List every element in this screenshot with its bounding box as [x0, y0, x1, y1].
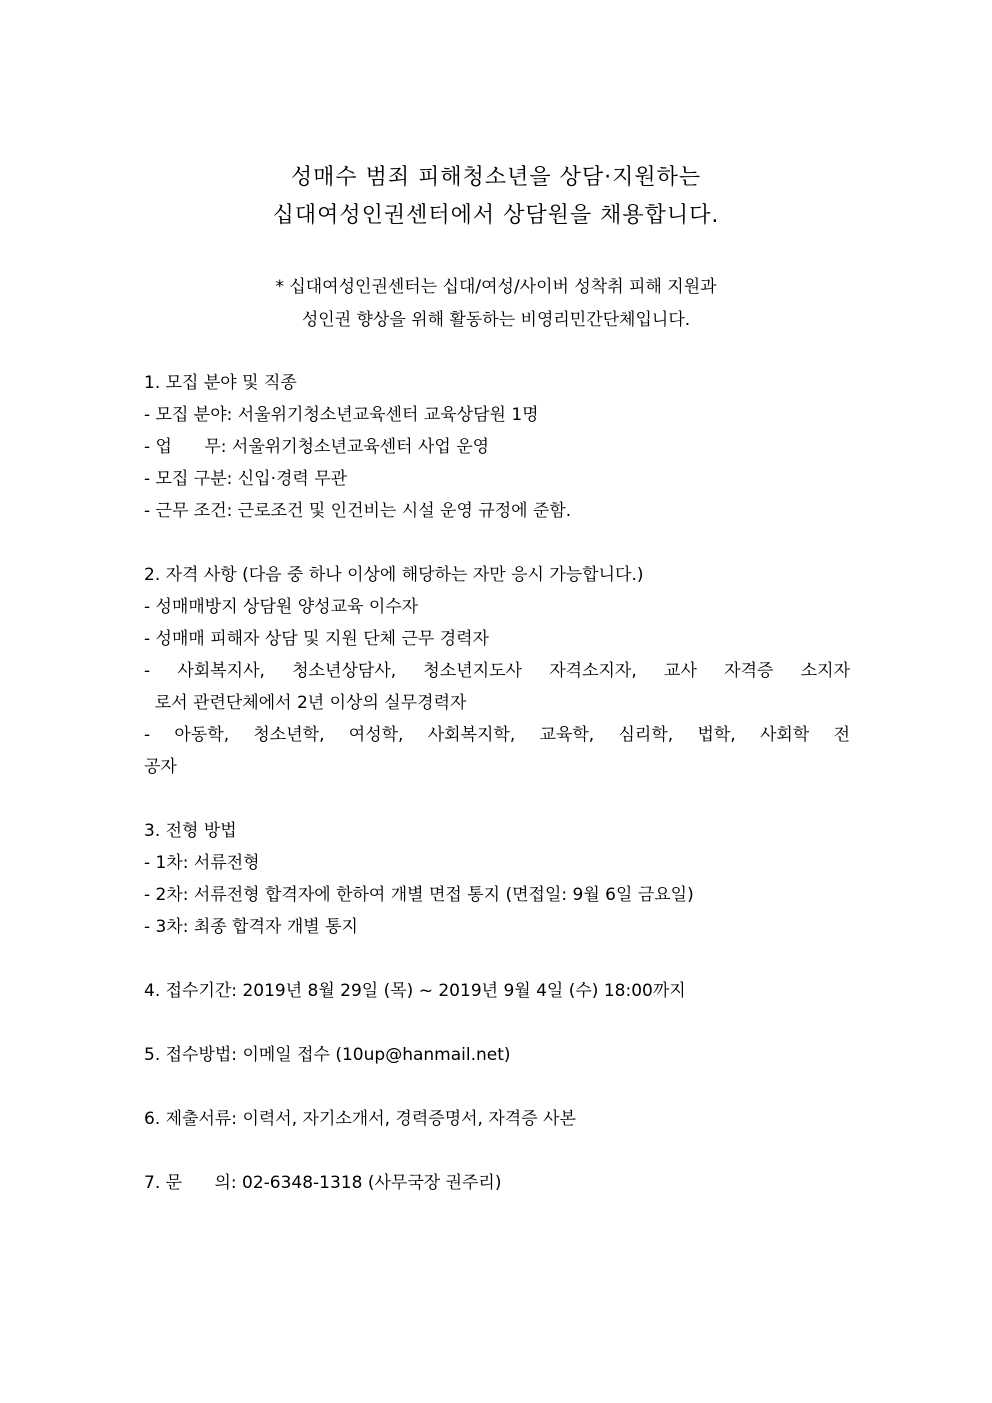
document-title-line-1: 성매수 범죄 피해청소년을 상담·지원하는: [290, 165, 702, 190]
section-1-heading: 1. 모집 분야 및 직종: [144, 373, 297, 393]
section-1-item-field: - 모집 분야: 서울위기청소년교육센터 교육상담원 1명: [144, 405, 539, 425]
section-1-item-conditions: - 근무 조건: 근로조건 및 인건비는 시설 운영 규정에 준함.: [144, 501, 572, 521]
section-2-item-major: - 아동학, 청소년학, 여성학, 사회복지학, 교육학, 심리학, 법학, 사회학 전: [144, 725, 850, 745]
section-3-item-round-2: - 2차: 서류전형 합격자에 한하여 개별 면접 통지 (면접일: 9월 6일 금요일): [144, 885, 694, 905]
section-2-item-license-cont: 로서 관련단체에서 2년 이상의 실무경력자: [144, 693, 467, 713]
section-1-item-duty: - 업 무: 서울위기청소년교육센터 사업 운영: [144, 437, 490, 457]
section-2-item-major-cont: 공자: [144, 757, 177, 777]
section-3-item-round-1: - 1차: 서류전형: [144, 853, 260, 873]
intro-note-line-1: * 십대여성인권센터는 십대/여성/사이버 성착취 피해 지원과: [275, 277, 717, 297]
document-title-line-2: 십대여성인권센터에서 상담원을 채용합니다.: [272, 203, 720, 228]
section-3-heading: 3. 전형 방법: [144, 821, 237, 841]
section-4-application-period: 4. 접수기간: 2019년 8월 29일 (목) ~ 2019년 9월 4일 (수) 18:00까지: [144, 981, 686, 1001]
section-3-item-round-3: - 3차: 최종 합격자 개별 통지: [144, 917, 358, 937]
section-2-heading: 2. 자격 사항 (다음 중 하나 이상에 해당하는 자만 응시 가능합니다.): [144, 565, 644, 585]
section-2-item-training: - 성매매방지 상담원 양성교육 이수자: [144, 597, 419, 617]
section-6-documents: 6. 제출서류: 이력서, 자기소개서, 경력증명서, 자격증 사본: [144, 1109, 576, 1129]
section-2-item-license: - 사회복지사, 청소년상담사, 청소년지도사 자격소지자, 교사 자격증 소지자: [144, 661, 850, 681]
intro-note-line-2: 성인권 향상을 위해 활동하는 비영리민간단체입니다.: [301, 310, 691, 330]
section-5-application-method: 5. 접수방법: 이메일 접수 (10up@hanmail.net): [144, 1045, 511, 1065]
section-7-contact: 7. 문 의: 02-6348-1318 (사무국장 권주리): [144, 1173, 502, 1193]
section-2-item-experience: - 성매매 피해자 상담 및 지원 단체 근무 경력자: [144, 629, 489, 649]
section-1-item-type: - 모집 구분: 신입·경력 무관: [144, 469, 348, 489]
